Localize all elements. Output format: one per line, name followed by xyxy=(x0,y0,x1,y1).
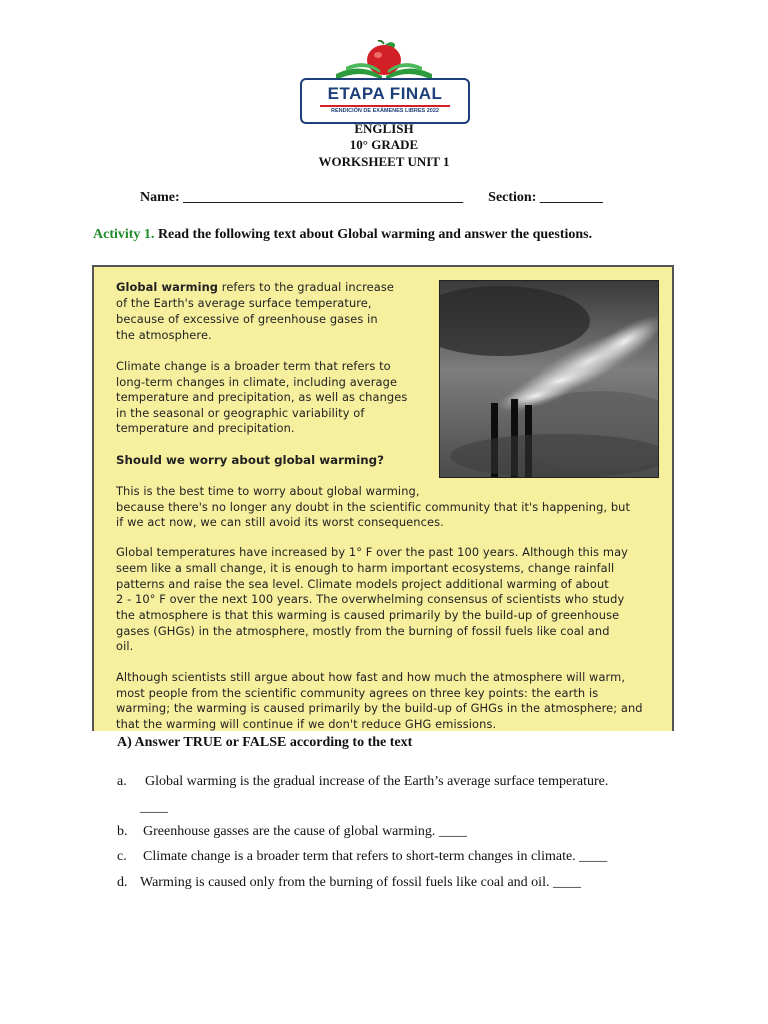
paragraph-3-line-2: because there's no longer any doubt in the scientific community that it's happening, but xyxy=(116,500,631,514)
question-d-text[interactable]: Warming is caused only from the burning of fossil fuels like coal and oil. ____ xyxy=(140,875,581,890)
question-b-text[interactable]: Greenhouse gasses are the cause of global warming. ____ xyxy=(143,824,467,839)
section-field[interactable]: Section: _________ xyxy=(488,190,603,205)
paragraph-2-line-4: in the seasonal or geographic variability of xyxy=(116,406,365,420)
paragraph-1-line-3: because of excessive of greenhouse gases in xyxy=(116,312,378,326)
question-c-text[interactable]: Climate change is a broader term that refers to short-term changes in climate. ____ xyxy=(143,849,608,864)
paragraph-1-line-4: the atmosphere. xyxy=(116,328,212,342)
paragraph-3-line-1: This is the best time to worry about global warming, xyxy=(116,484,420,498)
paragraph-5-line-1: Although scientists still argue about how fast and how much the atmosphere will warm, xyxy=(116,670,626,684)
activity-label: Activity 1. xyxy=(93,227,155,242)
paragraph-5-line-4: that the warming will continue if we don't reduce GHG emissions. xyxy=(116,717,497,731)
term-global-warming: Global warming xyxy=(116,280,219,294)
etapa-final-logo xyxy=(298,40,470,124)
paragraph-2-line-5: temperature and precipitation. xyxy=(116,421,295,435)
question-a xyxy=(117,774,127,790)
paragraph-3-line-3: if we act now, we can still avoid its worst consequences. xyxy=(116,515,444,529)
reading-panel xyxy=(92,265,674,731)
question-a-letter: a. xyxy=(117,774,127,789)
paragraph-4-line-7: oil. xyxy=(116,639,134,653)
paragraph-4-line-1: Global temperatures have increased by 1° F over the past 100 years. Although this may xyxy=(116,545,629,559)
activity-text: Read the following text about Global warming and answer the questions. xyxy=(154,227,593,242)
logo-subtitle: RENDICIÓN DE EXÁMENES LIBRES 2022 xyxy=(331,108,439,114)
name-section-row xyxy=(140,190,603,206)
paragraph-4-line-5: the atmosphere is that this warming is caused primarily by the build-up of greenhouse xyxy=(116,608,620,622)
paragraph-1-line-2: of the Earth's average surface temperature, xyxy=(116,296,372,310)
paragraph-2-line-1: Climate change is a broader term that refers to xyxy=(116,359,391,373)
question-a-text: Global warming is the gradual increase of the Earth’s average surface temperature. xyxy=(145,774,609,789)
question-b-letter: b. xyxy=(117,824,128,839)
logo-title: ETAPA FINAL xyxy=(327,84,443,103)
name-field[interactable]: Name: ________________________________________ xyxy=(140,190,464,205)
paragraph-5-line-3: warming; the warming is caused primarily by the build-up of GHGs in the atmosphere; and xyxy=(116,701,643,715)
paragraph-4-line-4: 2 - 10° F over the next 100 years. The overwhelming consensus of scientists who study xyxy=(116,592,625,606)
paragraph-2-line-3: temperature and precipitation, as well as changes xyxy=(116,390,408,404)
paragraph-4-line-3: patterns and raise the sea level. Climate models project additional warming of about xyxy=(116,577,609,591)
question-a-answer-blank[interactable]: ____ xyxy=(140,800,168,815)
paragraph-2-line-2: long-term changes in climate, including average xyxy=(116,375,398,389)
activity-instruction xyxy=(93,227,592,243)
paragraph-5-line-2: most people from the scientific community agrees on three key points: the earth is xyxy=(116,686,599,700)
questions-section-title: A) Answer TRUE or FALSE according to the text xyxy=(117,735,413,750)
smokestacks-photo xyxy=(439,280,659,478)
reading-heading: Should we worry about global warming? xyxy=(116,453,384,467)
paragraph-4-line-2: seem like a small change, it is enough to harm important ecosystems, change rainfall xyxy=(116,561,615,575)
subject-title: ENGLISH xyxy=(354,121,414,136)
grade-title: 10° GRADE xyxy=(349,137,419,152)
worksheet-title: WORKSHEET UNIT 1 xyxy=(318,154,450,169)
logo-divider xyxy=(320,105,450,107)
paragraph-4-line-6: gases (GHGs) in the atmosphere, mostly from the burning of fossil fuels like coal and xyxy=(116,624,610,638)
question-c-letter: c. xyxy=(117,849,127,864)
paragraph-1-line-1: Global warming refers to the gradual increase xyxy=(116,280,394,294)
question-d-letter: d. xyxy=(117,875,128,890)
